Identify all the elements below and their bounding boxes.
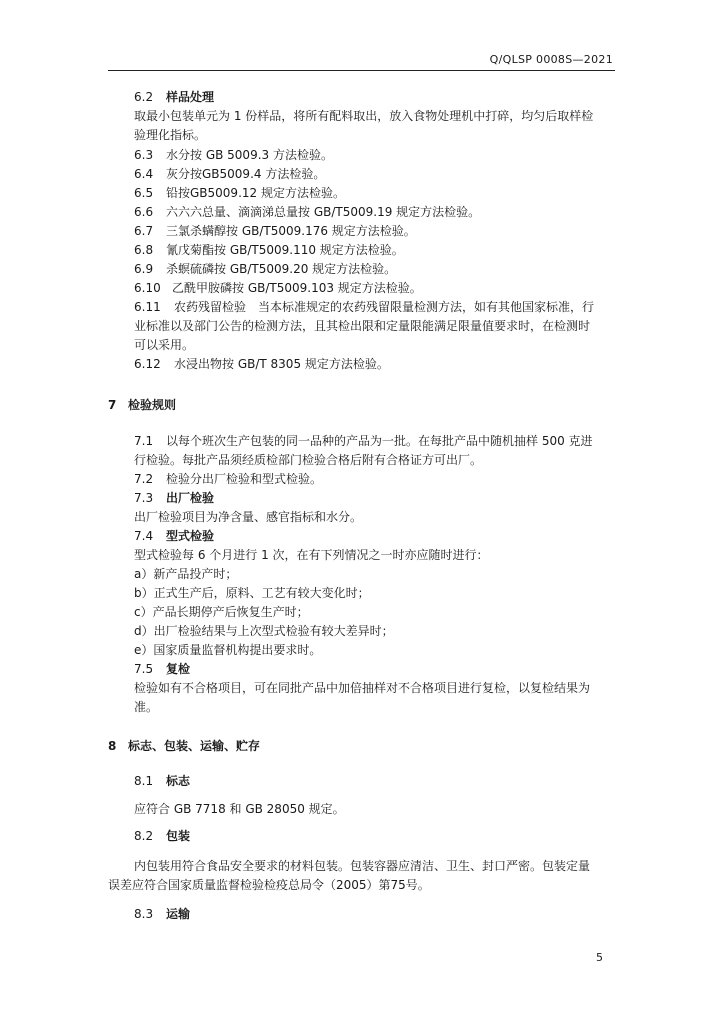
- clause-number: 6.5: [134, 186, 154, 200]
- clause-text: 灰分按GB5009.4 方法检验。: [166, 167, 326, 181]
- clause-7-4-item-a: a）新产品投产时；: [134, 567, 238, 581]
- clause-text: 铅按GB5009.12 规定方法检验。: [166, 186, 345, 200]
- clause-number: 6.6: [134, 205, 154, 219]
- clause-text: 农药残留检验 当本标准规定的农药残留限量检测方法，如有其他国家标准，行: [174, 300, 595, 314]
- clause-6-12: [134, 355, 389, 374]
- clause-text: 杀螟硫磷按 GB/T5009.20 规定方法检验。: [166, 262, 397, 276]
- clause-number: 7.4: [134, 529, 154, 543]
- clause-number: 6.7: [134, 224, 154, 238]
- clause-title: 标志: [166, 774, 191, 788]
- clause-7-3-heading: [134, 489, 214, 508]
- clause-number: 6.2: [134, 90, 154, 104]
- clause-text: 水浸出物按 GB/T 8305 规定方法检验。: [174, 357, 389, 371]
- clause-8-1-heading: [134, 772, 190, 791]
- section-7-heading: [108, 396, 176, 415]
- clause-title: 复检: [166, 662, 191, 676]
- clause-number: 7.2: [134, 472, 154, 486]
- document-code: Q/QLSP 0008S—2021: [489, 53, 613, 66]
- clause-title: 出厂检验: [166, 491, 215, 505]
- clause-7-5-heading: [134, 660, 190, 679]
- clause-number: 7.3: [134, 491, 154, 505]
- clause-6-10: [134, 279, 422, 298]
- clause-title: 型式检验: [166, 529, 215, 543]
- clause-6-2-heading: [134, 88, 214, 107]
- clause-text: 三氯杀螨醇按 GB/T5009.176 规定方法检验。: [166, 224, 416, 238]
- clause-text: 水分按 GB 5009.3 方法检验。: [166, 148, 333, 162]
- clause-title: 包装: [166, 829, 191, 843]
- clause-number: 6.12: [134, 357, 161, 371]
- clause-number: 7.5: [134, 662, 154, 676]
- clause-6-11-line1: [134, 298, 594, 317]
- section-title: 检验规则: [128, 398, 177, 412]
- clause-6-8: [134, 241, 404, 260]
- clause-number: 7.1: [134, 434, 154, 448]
- clause-6-7: [134, 222, 416, 241]
- clause-6-11-line3: 可以采用。: [134, 338, 195, 352]
- section-number: 7: [108, 398, 117, 412]
- clause-number: 6.9: [134, 262, 154, 276]
- clause-7-4-item-c: c）产品长期停产后恢复生产时；: [134, 605, 309, 619]
- clause-number: 6.10: [134, 281, 161, 295]
- clause-8-2-heading: [134, 827, 190, 846]
- clause-6-5: [134, 184, 345, 203]
- header-rule: [108, 70, 615, 71]
- clause-number: 6.3: [134, 148, 154, 162]
- clause-7-1-line1: [134, 432, 593, 451]
- clause-text: 氰戊菊酯按 GB/T5009.110 规定方法检验。: [166, 243, 404, 257]
- clause-number: 6.11: [134, 300, 161, 314]
- section-8-heading: [108, 737, 260, 756]
- clause-7-2: [134, 470, 322, 489]
- clause-7-3-text: 出厂检验项目为净含量、感官指标和水分。: [134, 510, 363, 524]
- clause-6-3: [134, 146, 333, 165]
- clause-6-4: [134, 165, 325, 184]
- clause-number: 6.8: [134, 243, 154, 257]
- clause-text: 以每个班次生产包装的同一品种的产品为一批。在每批产品中随机抽样 500 克进: [166, 434, 593, 448]
- section-number: 8: [108, 739, 117, 753]
- clause-7-4-heading: [134, 527, 214, 546]
- clause-number: 8.1: [134, 774, 154, 788]
- clause-number: 8.2: [134, 829, 154, 843]
- clause-text: 检验分出厂检验和型式检验。: [166, 472, 323, 486]
- clause-7-5-text-line2: 准。: [134, 700, 159, 714]
- clause-text: 乙酰甲胺磷按 GB/T5009.103 规定方法检验。: [172, 281, 422, 295]
- clause-6-2-text-line2: 验理化指标。: [134, 128, 207, 142]
- clause-title: 运输: [166, 907, 191, 921]
- clause-number: 6.4: [134, 167, 154, 181]
- clause-7-4-intro: 型式检验每 6 个月进行 1 次，在有下列情况之一时亦应随时进行：: [134, 548, 489, 562]
- clause-8-1-text: 应符合 GB 7718 和 GB 28050 规定。: [134, 802, 345, 816]
- clause-6-6: [134, 203, 480, 222]
- clause-text: 六六六总量、滴滴涕总量按 GB/T5009.19 规定方法检验。: [166, 205, 481, 219]
- clause-6-11-line2: 业标准以及部门公告的检测方法，且其检出限和定量限能满足限量值要求时，在检测时: [134, 319, 591, 333]
- clause-7-4-item-e: e）国家质量监督机构提出要求时。: [134, 643, 322, 657]
- page-number: 5: [596, 951, 603, 964]
- section-title: 标志、包装、运输、贮存: [128, 739, 261, 753]
- clause-number: 8.3: [134, 907, 154, 921]
- clause-6-2-text-line1: 取最小包装单元为 1 份样品，将所有配料取出，放入食物处理机中打碎，均匀后取样检: [134, 109, 594, 123]
- clause-8-2-text-line1: 内包装用符合食品安全要求的材料包装。包装容器应清洁、卫生、封口严密。包装定量: [134, 859, 591, 873]
- clause-8-2-text-line2: 误差应符合国家质量监督检验检疫总局令（2005）第75号。: [108, 878, 430, 892]
- clause-6-9: [134, 260, 396, 279]
- clause-8-3-heading: [134, 905, 190, 924]
- clause-7-5-text-line1: 检验如有不合格项目，可在同批产品中加倍抽样对不合格项目进行复检，以复检结果为: [134, 681, 591, 695]
- clause-7-4-item-d: d）出厂检验结果与上次型式检验有较大差异时；: [134, 624, 394, 638]
- clause-7-1-line2: 行检验。每批产品须经质检部门检验合格后附有合格证方可出厂。: [134, 453, 483, 467]
- clause-7-4-item-b: b）正式生产后，原料、工艺有较大变化时；: [134, 586, 370, 600]
- clause-title: 样品处理: [166, 90, 215, 104]
